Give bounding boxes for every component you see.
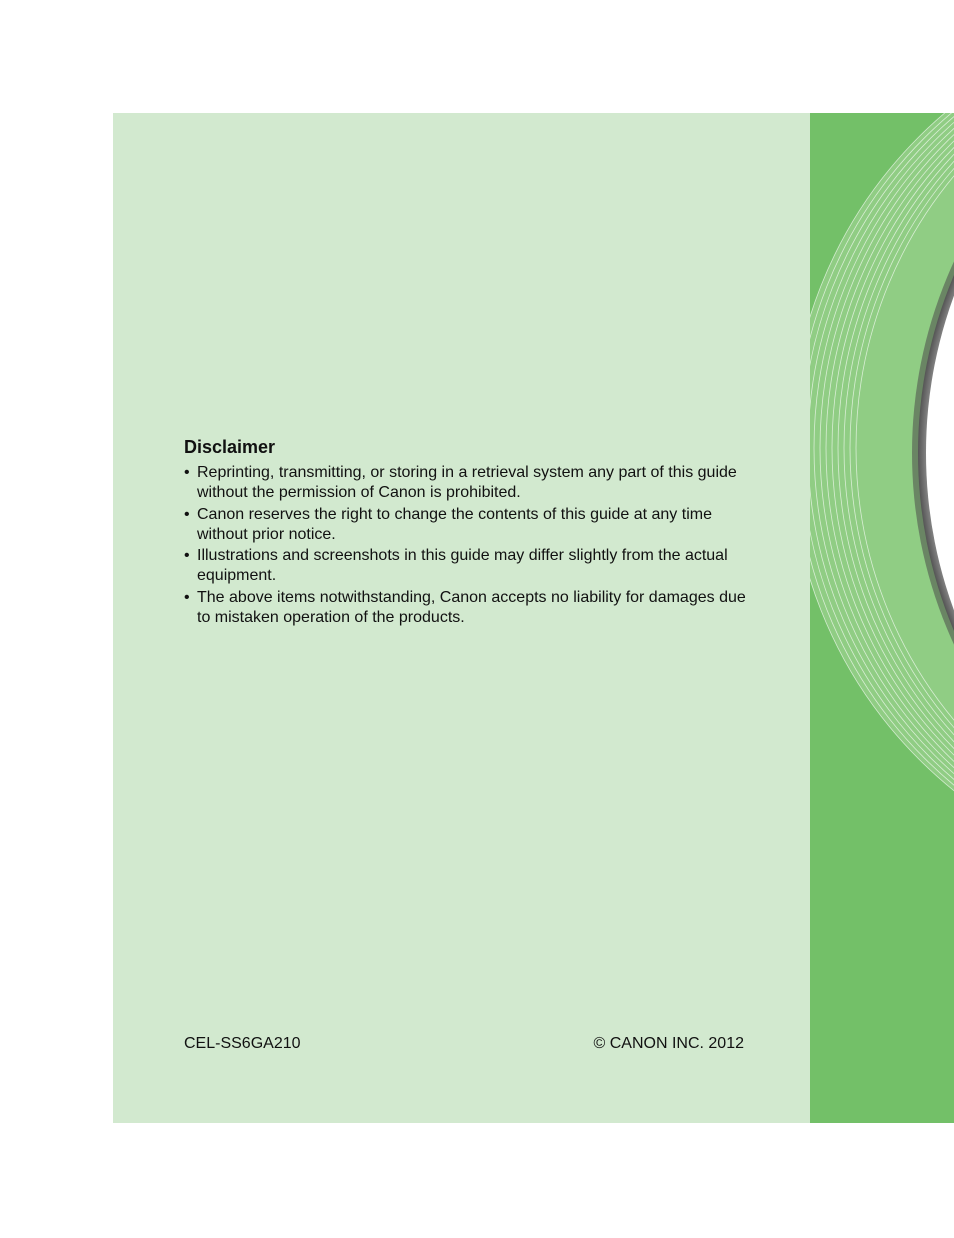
copyright-notice: © CANON INC. 2012 (593, 1035, 744, 1052)
disclaimer-item-text: Canon reserves the right to change the contents of this guide at any time without prior notice. (197, 505, 712, 543)
decorative-swirl-graphic (810, 113, 954, 1123)
disclaimer-section (184, 436, 754, 629)
disclaimer-item (184, 588, 754, 628)
bullet: • (184, 547, 190, 565)
document-code: CEL-SS6GA210 (184, 1035, 301, 1052)
disclaimer-item (184, 546, 754, 586)
disclaimer-item-text: The above items notwithstanding, Canon accepts no liability for damages due to mistaken operation of the products. (197, 588, 746, 626)
decorative-green-band (810, 113, 954, 1123)
disclaimer-title: Disclaimer (184, 437, 276, 457)
disclaimer-item-text: Reprinting, transmitting, or storing in a retrieval system any part of this guide without the permission of Canon is prohibited. (197, 464, 737, 501)
disclaimer-item (184, 463, 754, 503)
disclaimer-item (184, 505, 754, 545)
bullet: • (184, 505, 190, 523)
disclaimer-item-text: Illustrations and screenshots in this guide may differ slightly from the actual equipment. (197, 547, 728, 585)
disclaimer-list (184, 463, 754, 628)
bullet: • (184, 588, 190, 606)
bullet: • (184, 464, 190, 481)
